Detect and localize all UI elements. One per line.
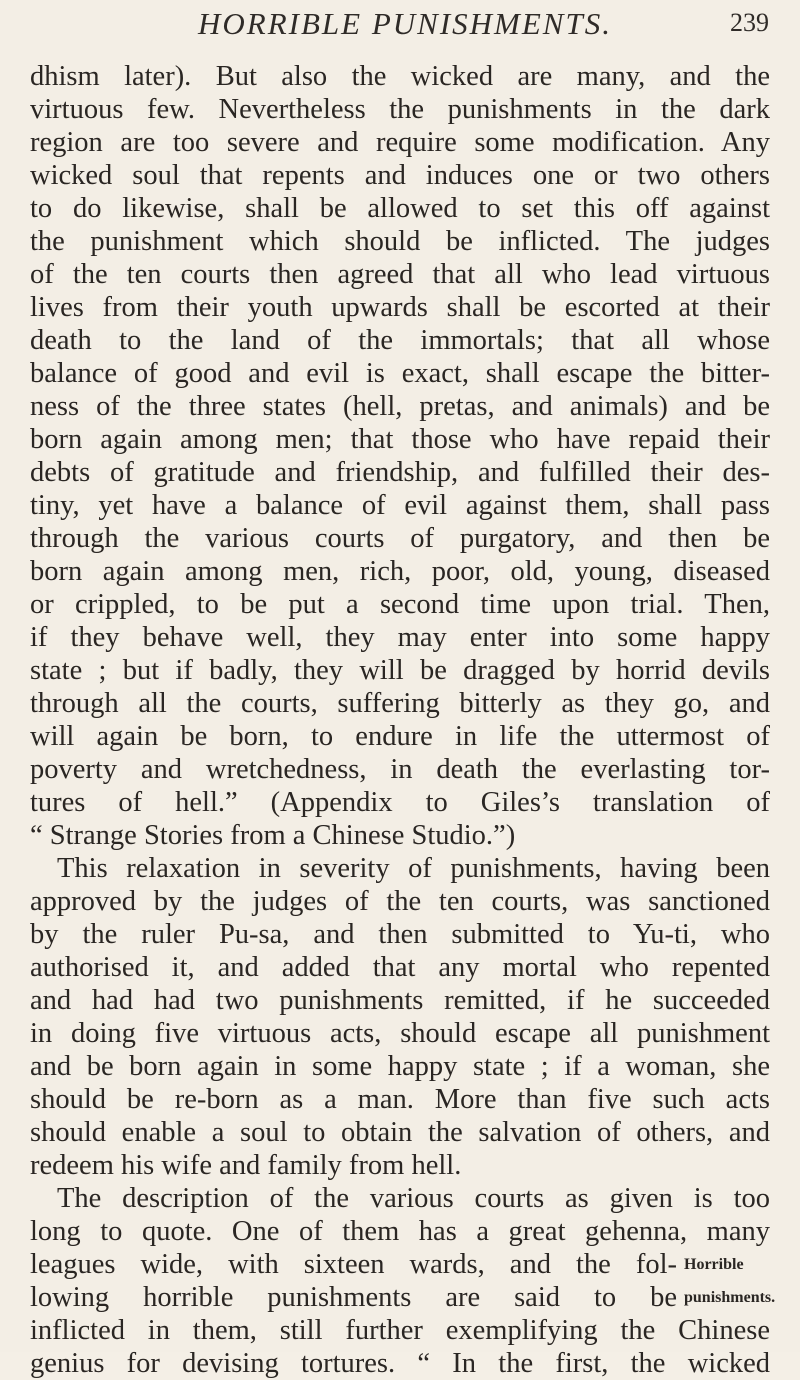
text-line: virtuous few. Nevertheless the punishments in the dark [30, 94, 770, 125]
text-line: and be born again in some happy state ; if a woman, she [30, 1051, 770, 1082]
text-line: genius for devising tortures. “ In the first, the wicked [30, 1348, 770, 1379]
text-line: poverty and wretchedness, in death the everlasting tor- [30, 754, 770, 785]
paragraph-start-line: The description of the various courts as given is too [57, 1183, 770, 1214]
text-line: born again among men, rich, poor, old, young, diseased [30, 556, 770, 587]
text-line: dhism later). But also the wicked are many, and the [30, 61, 770, 92]
text-line: by the ruler Pu-sa, and then submitted to Yu-ti, who [30, 919, 770, 950]
text-line: ness of the three states (hell, pretas, and animals) and be [30, 391, 770, 422]
text-line: if they behave well, they may enter into some happy [30, 622, 770, 653]
text-line: and had had two punishments remitted, if he succeeded [30, 985, 770, 1016]
text-line: long to quote. One of them has a great gehenna, many [30, 1216, 770, 1247]
margin-note-line: punishments. [684, 1289, 776, 1306]
text-line: state ; but if badly, they will be dragged by horrid devils [30, 655, 770, 686]
text-line: through all the courts, suffering bitterly as they go, and [30, 688, 770, 719]
text-line: born again among men; that those who have repaid their [30, 424, 770, 455]
text-line: should be re-born as a man. More than five such acts [30, 1084, 770, 1115]
text-line: lives from their youth upwards shall be escorted at their [30, 292, 770, 323]
running-head: HORRIBLE PUNISHMENTS. [198, 6, 612, 41]
text-line: tiny, yet have a balance of evil against them, shall pass [30, 490, 770, 521]
text-line: or crippled, to be put a second time upon trial. Then, [30, 589, 770, 620]
text-line: through the various courts of purgatory, and then be [30, 523, 770, 554]
text-line: inflicted in them, still further exemplifying the Chinese [30, 1315, 770, 1346]
text-line: death to the land of the immortals; that all whose [30, 325, 770, 356]
page-number: 239 [730, 8, 769, 37]
text-line: region are too severe and require some modification. Any [30, 127, 770, 158]
text-line: “ Strange Stories from a Chinese Studio.”) [30, 820, 516, 851]
text-line: of the ten courts then agreed that all who lead virtuous [30, 259, 770, 290]
text-line: the punishment which should be inflicted. The judges [30, 226, 770, 257]
text-line: tures of hell.” (Appendix to Giles’s translation of [30, 787, 770, 818]
text-line: wicked soul that repents and induces one or two others [30, 160, 770, 191]
text-line: lowing horrible punishments are said to be [30, 1282, 677, 1313]
text-line: to do likewise, shall be allowed to set this off against [30, 193, 770, 224]
paragraph-start-line: This relaxation in severity of punishments, having been [57, 853, 770, 884]
text-line: balance of good and evil is exact, shall escape the bitter- [30, 358, 770, 389]
text-line: debts of gratitude and friendship, and fulfilled their des- [30, 457, 770, 488]
margin-note-line: Horrible [684, 1256, 744, 1273]
text-line: will again be born, to endure in life the uttermost of [30, 721, 770, 752]
text-line: approved by the judges of the ten courts, was sanctioned [30, 886, 770, 917]
text-line: redeem his wife and family from hell. [30, 1150, 462, 1181]
text-line: leagues wide, with sixteen wards, and the fol- [30, 1249, 677, 1280]
text-line: authorised it, and added that any mortal who repented [30, 952, 770, 983]
text-line: in doing five virtuous acts, should escape all punishment [30, 1018, 770, 1049]
text-line: should enable a soul to obtain the salvation of others, and [30, 1117, 770, 1148]
